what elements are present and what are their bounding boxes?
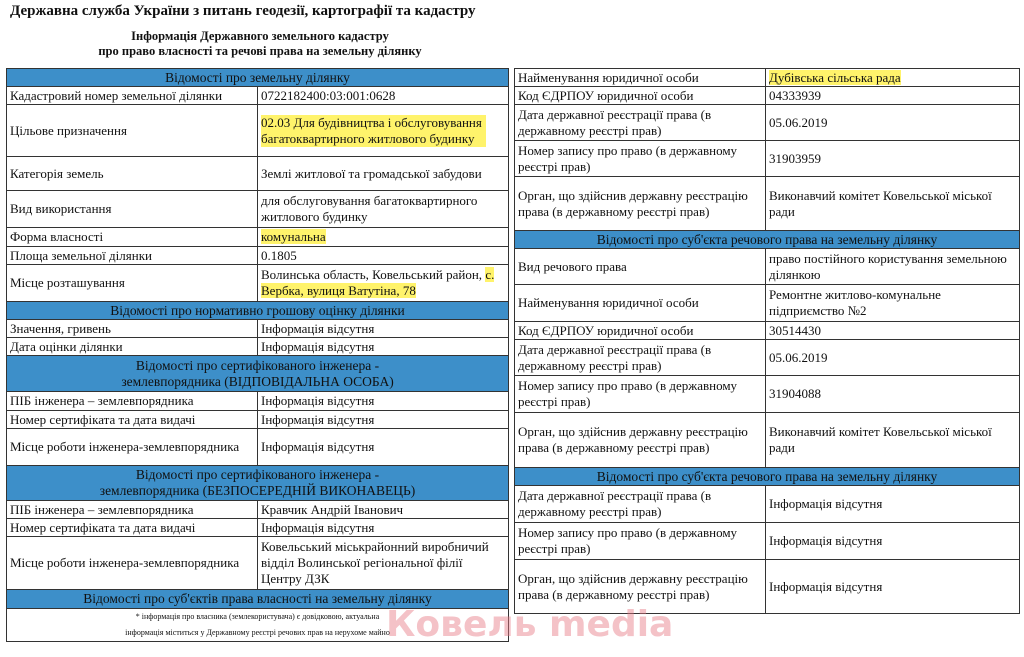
user-record-number-value: 31904088 [766,376,1020,413]
section-property-right-subject-2: Відомості про суб'єкта речового права на земельну ділянку [515,468,1020,486]
location-value-region: Волинська область, Ковельський район, [261,267,483,282]
user-registration-authority-label: Орган, що здійснив державну реєстрацію права (в державному реєстрі прав) [515,413,766,468]
subtitle-line-2: про право власності та речові права на земельну ділянку [98,44,422,58]
owner-edrpou-value: 04333939 [766,87,1020,105]
ownership-form-value-cell [258,228,509,247]
usage-type-label: Вид використання [7,191,258,228]
owner-entity-label: Найменування юридичної особи [515,69,766,87]
usage-type-value: для обслуговування багатоквартирного житлового будинку [258,191,509,228]
engineer2-workplace-value: Ковельський міськрайонний виробничий відділ Волинської регіональної філії Центру ДЗК [258,537,509,590]
land-category-label: Категорія земель [7,157,258,191]
user-registration-date-value: 05.06.2019 [766,340,1020,376]
engineer1-certificate-value: Інформація відсутня [258,411,509,429]
owner-edrpou-label: Код ЄДРПОУ юридичної особи [515,87,766,105]
land-category-value: Землі житлової та громадської забудови [258,157,509,191]
valuation-date-label: Дата оцінки ділянки [7,338,258,356]
owner-record-number-label: Номер запису про право (в державному реєстрі прав) [515,141,766,177]
user-edrpou-value: 30514430 [766,322,1020,340]
land-plot-table [6,68,509,642]
valuation-amount-value: Інформація відсутня [258,320,509,338]
footnote-line-1: * інформація про власника (землекористувача) є довідковою, актуальна [135,612,380,621]
ownership-form-label: Форма власності [7,228,258,247]
engineer2-certificate-value: Інформація відсутня [258,519,509,537]
location-value-cell [258,265,509,302]
valuation-date-value: Інформація відсутня [258,338,509,356]
engineer1-workplace-label: Місце роботи інженера-землевпорядника [7,429,258,466]
location-value-street: с. Вербка, вулиця Ватутіна, 78 [261,267,495,298]
section-direct-executor-line-2: землевпорядника (БЕЗПОСЕРЕДНІЙ ВИКОНАВЕЦЬ) [99,483,416,498]
owner-registration-date-label: Дата державної реєстрації права (в державному реєстрі прав) [515,105,766,141]
subject2-registration-authority-label: Орган, що здійснив державну реєстрацію права (в державному реєстрі прав) [515,560,766,614]
section-responsible-engineer [7,356,509,392]
user-edrpou-label: Код ЄДРПОУ юридичної особи [515,322,766,340]
location-label: Місце розташування [7,265,258,302]
owner-record-number-value: 31903959 [766,141,1020,177]
owner-registration-authority-value: Виконавчий комітет Ковельської міської ради [766,177,1020,231]
engineer2-workplace-label: Місце роботи інженера-землевпорядника [7,537,258,590]
owner-registration-date-value: 05.06.2019 [766,105,1020,141]
subject2-registration-date-value: Інформація відсутня [766,486,1020,523]
right-type-label: Вид речового права [515,249,766,285]
section-owners: Відомості про суб'єктів права власності на земельну ділянку [7,590,509,609]
engineer1-certificate-label: Номер сертифіката та дата видачі [7,411,258,429]
user-record-number-label: Номер запису про право (в державному реєстрі прав) [515,376,766,413]
cadastral-number-value: 0722182400:03:001:0628 [258,87,509,105]
watermark-logo: Ковель media [386,604,674,645]
footnote-line-2: інформація міститься у Державному реєстрі речових прав на нерухоме майно [125,628,390,637]
subject2-record-number-label: Номер запису про право (в державному реєстрі прав) [515,523,766,560]
owner-registration-authority-label: Орган, що здійснив державну реєстрацію права (в державному реєстрі прав) [515,177,766,231]
owner-entity-value-cell [766,69,1020,87]
section-land-plot: Відомості про земельну ділянку [7,69,509,87]
plot-area-label: Площа земельної ділянки [7,247,258,265]
subtitle-line-1: Інформація Державного земельного кадастру [131,29,389,43]
user-registration-date-label: Дата державної реєстрації права (в державному реєстрі прав) [515,340,766,376]
purpose-value-cell [258,105,509,157]
engineer1-name-label: ПІБ інженера – землевпорядника [7,392,258,411]
section-responsible-engineer-line-1: Відомості про сертифікованого інженера - [135,357,380,373]
user-entity-label: Найменування юридичної особи [515,285,766,322]
plot-area-value: 0.1805 [258,247,509,265]
section-monetary-valuation: Відомості про нормативно грошову оцінку ділянки [7,302,509,320]
section-direct-executor [7,466,509,501]
engineer2-certificate-label: Номер сертифіката та дата видачі [7,519,258,537]
section-property-right-subject: Відомості про суб'єкта речового права на земельну ділянку [515,231,1020,249]
page-title: Державна служба України з питань геодезії, картографії та кадастру [10,3,476,19]
section-responsible-engineer-line-2: землевпорядника (ВІДПОВІДАЛЬНА ОСОБА) [121,373,394,389]
engineer2-name-label: ПІБ інженера – землевпорядника [7,501,258,519]
user-registration-authority-value: Виконавчий комітет Ковельської міської ради [766,413,1020,468]
engineer2-name-value: Кравчик Андрій Іванович [258,501,509,519]
purpose-label: Цільове призначення [7,105,258,157]
rights-table [514,68,1020,614]
engineer1-workplace-value: Інформація відсутня [258,429,509,466]
engineer1-name-value: Інформація відсутня [258,392,509,411]
owner-entity-value: Дубівська сільська рада [769,69,901,85]
subject2-registration-date-label: Дата державної реєстрації права (в державному реєстрі прав) [515,486,766,523]
subject2-record-number-value: Інформація відсутня [766,523,1020,560]
document-subtitle [60,29,460,59]
right-type-value: право постійного користування земельною ділянкою [766,249,1020,285]
purpose-value: 02.03 Для будівництва і обслуговування багатоквартирного житлового будинку [261,115,486,147]
section-direct-executor-line-1: Відомості про сертифікованого інженера - [135,467,380,482]
subject2-registration-authority-value: Інформація відсутня [766,560,1020,614]
user-entity-value: Ремонтне житлово-комунальне підприємство №2 [766,285,1020,322]
cadastral-number-label: Кадастровий номер земельної ділянки [7,87,258,105]
valuation-amount-label: Значення, гривень [7,320,258,338]
ownership-form-value: комунальна [261,229,326,244]
